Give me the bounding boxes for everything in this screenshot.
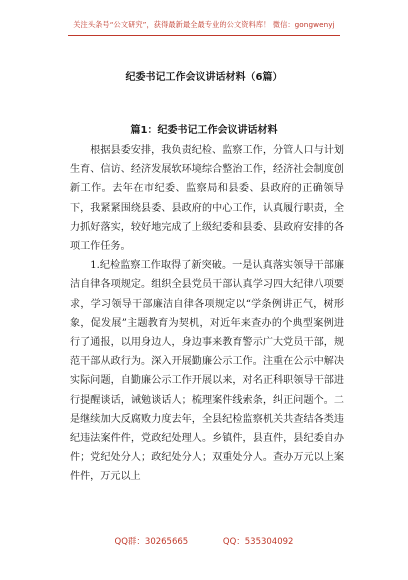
header-rule bbox=[68, 35, 340, 36]
paragraph: 根据县委安排，我负责纪检、监察工作，分管人口与计划生育、信访、经济发展软环境综合整治工作，经济社会制度创新工作。去年在市纪委、监察局和县委、县政府的正确领导下，我紧紧围绕县委、县政府的中心工作，认真履行职责，全力抓好落实，较好地完成了上级纪委和县委、县政府安排的各项工作任务。 bbox=[70, 145, 344, 253]
paragraph: 1.纪检监察工作取得了新突破。一是认真落实领导干部廉洁自律各项规定。组织全县党员干部认真学习四大纪律八项要求，学习领导干部廉洁自律各项规定以“学条例讲正气，树形象，促发展”主题教育为契机，对近年来查办的个典型案例进行了通报，以用身边人，身边事来教育警示广大党员干部，规范干部从政行为。深入开展勤廉公示工作。注重在公示中解决实际问题，自勤廉公示工作开展以来，对名正科职领导干部进行提醒谈话，诫勉谈话人；梳理案件线索条，纠正问题个。二是继续加大反腐败力度去年，全县纪检监察机关共查结各类违纪违法案件件，党政纪处理人。乡镇件，县直件，县纪委自办件；党纪处分人；政纪处分人；双重处分人。查办万元以上案件件，万元以上 bbox=[70, 260, 344, 483]
header-banner: 关注头条号“公文研究”，获得最新最全最专业的公文资料库！ 微信：gongwenyj bbox=[73, 20, 335, 29]
document-body bbox=[70, 141, 344, 487]
footer-qq-group: QQ群：30265665 bbox=[114, 537, 189, 547]
document-title: 纪委书记工作会议讲话材料（6篇） bbox=[125, 72, 283, 83]
footer-contact-bar bbox=[0, 535, 408, 547]
footer-qq: QQ：535304092 bbox=[222, 537, 294, 547]
section-heading: 篇1：纪委书记工作会议讲话材料 bbox=[130, 125, 278, 136]
